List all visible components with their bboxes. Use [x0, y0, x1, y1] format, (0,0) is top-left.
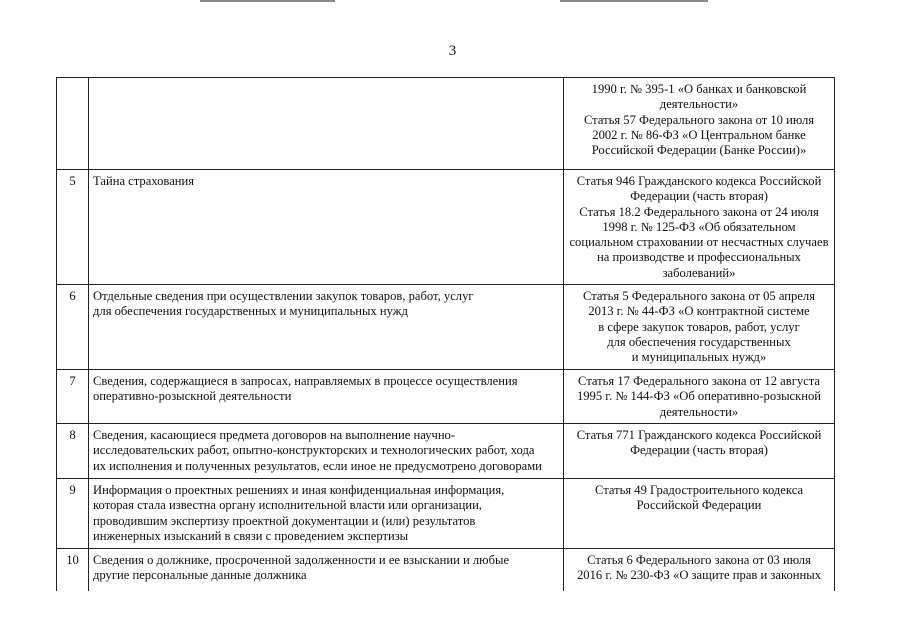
info-cell [89, 78, 564, 170]
legal-basis-cell [564, 170, 835, 285]
info-line: инженерных изысканий в связи с проведением экспертизы [93, 528, 409, 543]
table-row [57, 170, 835, 285]
legal-basis-line: заболеваний» [662, 265, 736, 280]
legal-basis-line: Статья 5 Федерального закона от 05 апреля [583, 289, 815, 304]
legal-basis-line: в сфере закупок товаров, работ, услуг [598, 319, 800, 334]
legal-basis-cell [564, 479, 835, 549]
info-cell [89, 170, 564, 285]
scan-top-rule-left [200, 0, 335, 2]
info-line: исследовательских работ, опытно-конструкторских и технологических работ, хода [93, 443, 535, 458]
legal-basis-line: на производстве и профессиональных [597, 250, 801, 265]
row-number: 10 [57, 549, 89, 591]
row-number: 8 [57, 424, 89, 479]
legal-basis-line: 1998 г. № 125-ФЗ «Об обязательном [602, 219, 796, 234]
table-row [57, 424, 835, 479]
page-number: 3 [448, 43, 457, 59]
legal-basis-line: Российской Федерации (Банке России)» [591, 143, 807, 158]
info-line: проводившим экспертизу проектной документации и (или) результатов [93, 513, 476, 528]
info-cell [89, 549, 564, 591]
legal-basis-line: Статья 17 Федерального закона от 12 августа [578, 374, 820, 389]
legal-basis-line: 2002 г. № 86-ФЗ «О Центральном банке [592, 127, 806, 142]
legal-basis-line: Статья 57 Федерального закона от 10 июля [583, 112, 815, 127]
table-row [57, 285, 835, 370]
row-number: 6 [57, 285, 89, 370]
legal-basis-line: Федерации (часть вторая) [630, 189, 768, 204]
legal-basis-line: 1990 г. № 395-1 «О банках и банковской [591, 82, 807, 96]
row-number: 5 [57, 170, 89, 285]
table-row [57, 370, 835, 424]
legal-basis-line: для обеспечения государственных [607, 334, 791, 349]
legal-basis-line: Статья 49 Градостроительного кодекса [594, 483, 804, 498]
legal-basis-line: Федерации (часть вторая) [630, 443, 768, 458]
info-line: оперативно-розыскной деятельности [93, 389, 292, 404]
legal-basis-line: Российской Федерации [636, 498, 762, 513]
info-line: Отдельные сведения при осуществлении закупок товаров, работ, услуг [93, 289, 474, 304]
legal-basis-cell [564, 78, 835, 170]
legal-basis-cell [564, 424, 835, 479]
info-line: Сведения о должнике, просроченной задолженности и ее взыскании и любые [93, 553, 510, 568]
legal-basis-line: 1995 г. № 144-ФЗ «Об оперативно-розыскной [576, 389, 822, 404]
info-line: Тайна страхования [93, 174, 195, 188]
info-line: другие персональные данные должника [93, 568, 307, 583]
legal-basis-line: 2013 г. № 44-ФЗ «О контрактной системе [588, 304, 810, 319]
row-number [57, 78, 89, 170]
info-cell [89, 370, 564, 424]
legal-basis-line: деятельности» [659, 404, 739, 419]
legal-basis-cell [564, 285, 835, 370]
info-cell [89, 285, 564, 370]
row-number: 9 [57, 479, 89, 549]
row-number: 7 [57, 370, 89, 424]
legal-basis-cell [564, 370, 835, 424]
legal-basis-line: Статья 771 Гражданского кодекса Российской [576, 428, 822, 443]
legal-basis-line: 2016 г. № 230-ФЗ «О защите прав и законных [576, 568, 821, 583]
legal-basis-line: деятельности» [659, 97, 739, 112]
info-line: которая стала известна органу исполнительной власти или организации, [93, 498, 482, 513]
info-cell [89, 479, 564, 549]
table-row [57, 549, 835, 591]
info-line: Сведения, касающиеся предмета договоров на выполнение научно- [93, 428, 456, 443]
legal-basis-line: Статья 6 Федерального закона от 03 июля [587, 553, 811, 568]
info-cell [89, 424, 564, 479]
scan-top-rule-right [560, 0, 708, 2]
legal-basis-line: и муниципальных нужд» [631, 350, 767, 365]
table-row [57, 78, 835, 170]
legal-basis-line: Статья 946 Гражданского кодекса Российской [576, 174, 822, 188]
legal-basis-cell [564, 549, 835, 591]
info-line: их исполнения и полученных результатов, если иное не предусмотрено договорами [93, 458, 542, 473]
info-line: Сведения, содержащиеся в запросах, направляемых в процессе осуществления [93, 374, 518, 389]
legal-basis-line: социальном страховании от несчастных случаев [569, 235, 829, 250]
table-row [57, 479, 835, 549]
legal-basis-line: Статья 18.2 Федерального закона от 24 июля [579, 204, 819, 219]
info-line: для обеспечения государственных и муниципальных нужд [93, 304, 408, 319]
info-line: Информация о проектных решениях и иная конфиденциальная информация, [93, 483, 505, 498]
info-table [56, 77, 835, 591]
